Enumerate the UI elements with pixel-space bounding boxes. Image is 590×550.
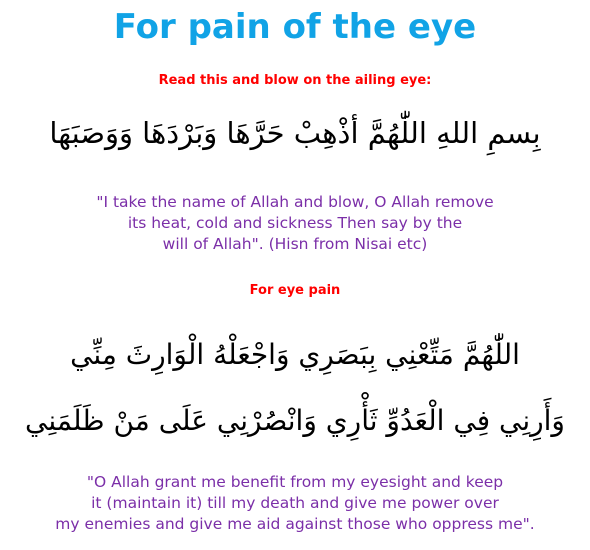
section2-translation-line-1: "O Allah grant me benefit from my eyesight and keep [86, 473, 504, 491]
section1-translation-line-1: "I take the name of Allah and blow, O Allah remove [96, 193, 494, 211]
section2-arabic-line-2: وَأَرِنِي فِي الْعَدُوِّ ثَأْرِي وَانْصُرْنِي عَلَى مَنْ ظَلَمَنِي [25, 404, 565, 437]
section1-translation-line-2: its heat, cold and sickness Then say by the [127, 214, 463, 232]
section2-translation-line-3: my enemies and give me aid against those who oppress me". [55, 515, 535, 533]
section1-arabic-dua: بِسمِ اللهِ اللّٰهُمَّ أذْهِبْ حَرَّهَا وَبَرْدَهَا وَوَصَبَهَا [49, 116, 541, 150]
section2-translation-line-2: it (maintain it) till my death and give me power over [91, 494, 499, 512]
section2-arabic-line-1: اللّٰهُمَّ مَتِّعْنِي بِبَصَرِي وَاجْعَلْهُ الْوَارِثَ مِنِّي [70, 338, 520, 371]
section1-translation [0, 192, 590, 255]
page-title: For pain of the eye [113, 7, 477, 47]
section1-translation-line-3: will of Allah". (Hisn from Nisai etc) [162, 235, 428, 253]
section1-instruction: Read this and blow on the ailing eye: [158, 73, 432, 88]
section2-translation [0, 472, 590, 535]
section2-instruction: For eye pain [249, 283, 341, 298]
